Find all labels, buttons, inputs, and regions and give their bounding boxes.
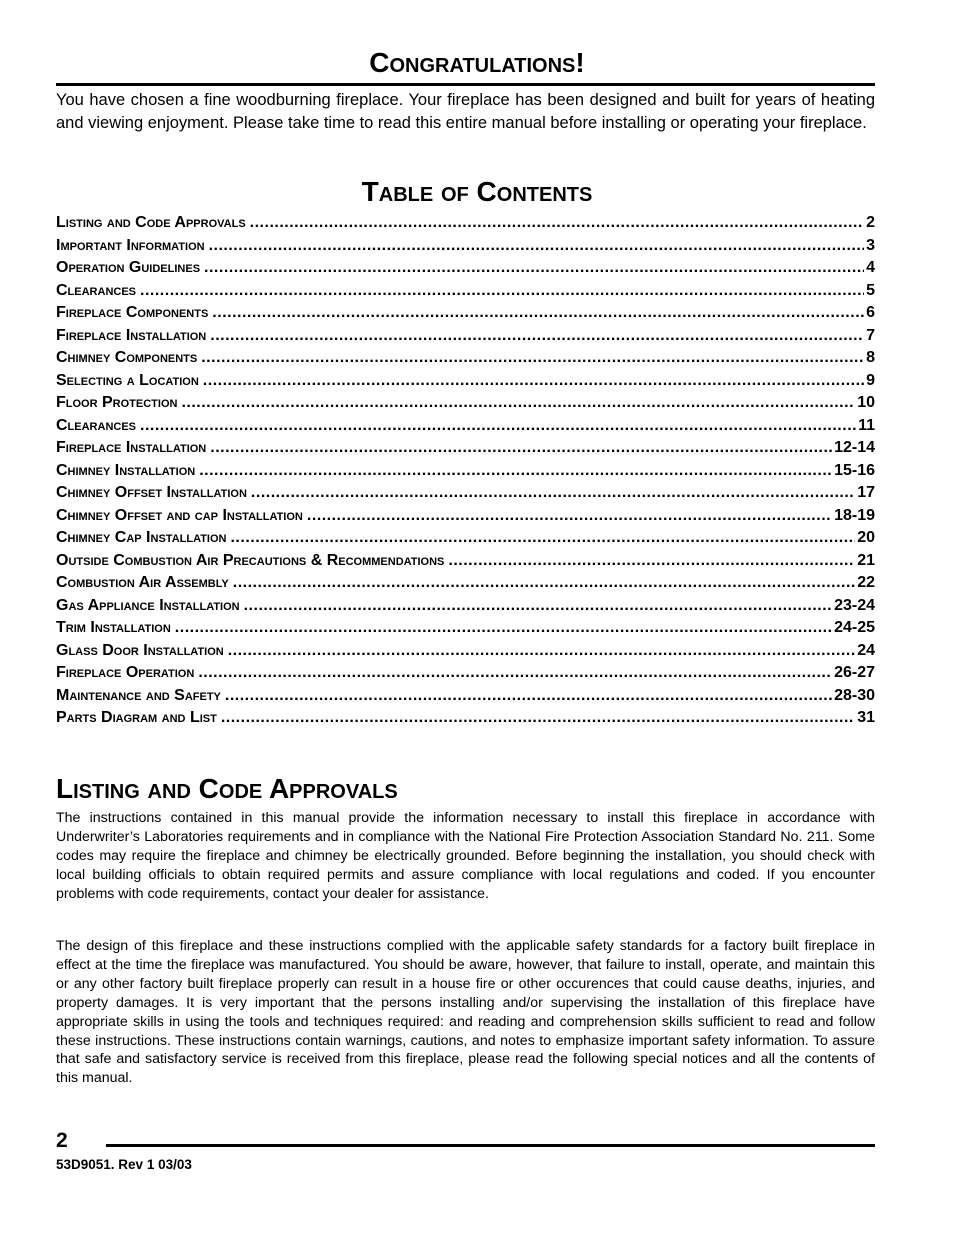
- toc-entry-label: Operation Guidelines: [56, 259, 201, 276]
- toc-entry-label: Clearances: [56, 281, 137, 299]
- toc-entry[interactable]: [56, 392, 875, 415]
- safety-paragraph: The design of this fireplace and these instructions complied with the applicable safety standards for a factory built fireplace in effect at the time the fireplace was manufactured. You should be aware, however, that failure to install, operate, and maintain this or any other factory built fireplace properly can result in a house fire or other occurences that could cause deaths, injuries, and property damages. It is very important that the persons installing and/or supervising the installation of this fireplace have appropriate skills in using the tools and techniques required: and reading and comprehension skills sufficient to read and follow these instructions. These instructions contain warnings, cautions, and notes to emphasize important safety information. To assure that safe and satisfactory service is received from this fireplace, please read the following special notices and all the contents of this manual.: [56, 938, 875, 1087]
- toc-entry-page: 24-25: [834, 619, 875, 636]
- toc-entry[interactable]: [56, 325, 875, 348]
- toc-dot-leader: [140, 415, 856, 438]
- toc-entry-label: Clearances: [56, 416, 137, 434]
- toc-entry[interactable]: [56, 280, 875, 303]
- toc-entry[interactable]: [56, 550, 875, 573]
- toc-entry-page: 23-24: [834, 596, 875, 614]
- toc-entry-label: Selecting a Location: [56, 371, 199, 389]
- toc-entry[interactable]: [56, 595, 875, 618]
- toc-entry-page: 10: [857, 394, 875, 411]
- table-of-contents: [56, 212, 875, 730]
- toc-entry-label: Listing and Code Approvals: [56, 214, 246, 231]
- toc-dot-leader: [140, 280, 864, 303]
- toc-dot-leader: [307, 505, 832, 528]
- footer-divider: [106, 1144, 875, 1147]
- toc-entry[interactable]: [56, 572, 875, 595]
- toc-entry[interactable]: [56, 235, 875, 258]
- toc-dot-leader: [210, 437, 832, 460]
- toc-dot-leader: [198, 662, 832, 685]
- toc-entry-page: 15-16: [834, 461, 875, 479]
- toc-entry-label: Floor Protection: [56, 394, 178, 411]
- toc-entry-label: Gas Appliance Installation: [56, 596, 240, 614]
- toc-entry-label: Important Information: [56, 236, 205, 254]
- toc-dot-leader: [175, 617, 832, 640]
- toc-entry-label: Fireplace Installation: [56, 439, 207, 456]
- toc-entry-page: 21: [857, 551, 875, 569]
- toc-entry-page: 11: [858, 416, 875, 434]
- toc-entry[interactable]: [56, 415, 875, 438]
- toc-entry[interactable]: [56, 460, 875, 483]
- toc-entry-page: 31: [857, 709, 875, 726]
- toc-entry[interactable]: [56, 370, 875, 393]
- toc-entry-page: 3: [866, 236, 875, 254]
- toc-entry-label: Chimney Installation: [56, 461, 196, 479]
- toc-entry[interactable]: [56, 617, 875, 640]
- document-code: 53D9051. Rev 1 03/03: [56, 1157, 192, 1172]
- toc-entry-page: 4: [866, 259, 875, 276]
- toc-entry-label: Combustion Air Assembly: [56, 574, 229, 591]
- congratulations-heading: Congratulations!: [369, 47, 585, 78]
- toc-entry-page: 22: [857, 574, 875, 591]
- toc-entry[interactable]: [56, 640, 875, 663]
- toc-dot-leader: [199, 460, 832, 483]
- toc-entry-page: 17: [857, 484, 875, 501]
- toc-entry-page: 5: [866, 281, 875, 299]
- toc-entry-page: 7: [866, 326, 875, 344]
- listing-and-code-approvals-heading: Listing and Code Approvals: [56, 773, 398, 804]
- toc-entry-label: Chimney Offset and cap Installation: [56, 506, 303, 524]
- toc-dot-leader: [210, 325, 864, 348]
- toc-entry-label: Fireplace Operation: [56, 664, 195, 681]
- toc-entry[interactable]: [56, 662, 875, 685]
- toc-dot-leader: [201, 347, 864, 370]
- toc-entry-label: Parts Diagram and List: [56, 709, 217, 726]
- toc-entry[interactable]: [56, 302, 875, 325]
- toc-dot-leader: [250, 212, 864, 235]
- toc-dot-leader: [244, 595, 832, 618]
- toc-dot-leader: [228, 640, 856, 663]
- toc-dot-leader: [212, 302, 864, 325]
- toc-entry-page: 18-19: [834, 506, 875, 524]
- toc-dot-leader: [225, 685, 832, 708]
- toc-entry-label: Chimney Cap Installation: [56, 529, 227, 546]
- toc-entry-page: 8: [866, 349, 875, 366]
- toc-entry[interactable]: [56, 482, 875, 505]
- toc-entry-page: 9: [866, 371, 875, 389]
- toc-entry-label: Maintenance and Safety: [56, 686, 221, 704]
- toc-entry[interactable]: [56, 212, 875, 235]
- toc-entry-page: 12-14: [834, 439, 875, 456]
- toc-entry[interactable]: [56, 347, 875, 370]
- toc-entry-label: Glass Door Installation: [56, 641, 224, 659]
- toc-entry-page: 20: [857, 529, 875, 546]
- toc-entry[interactable]: [56, 527, 875, 550]
- toc-entry-page: 28-30: [834, 686, 875, 704]
- toc-dot-leader: [204, 257, 864, 280]
- toc-entry-label: Fireplace Installation: [56, 326, 207, 344]
- toc-dot-leader: [251, 482, 855, 505]
- toc-entry-page: 2: [866, 214, 875, 231]
- toc-dot-leader: [221, 707, 855, 730]
- toc-dot-leader: [209, 235, 865, 258]
- toc-entry[interactable]: [56, 505, 875, 528]
- listing-paragraph: The instructions contained in this manual provide the information necessary to install this fireplace in accordance with Underwriter’s Laboratories requirements and in compliance with the National Fire Protection Association Standard No. 211. Some codes may require the fireplace and chimney be electrically grounded. Before beginning the installation, you should check with local building officials to obtain required permits and assure compliance with local regulations and coded. If you encounter problems with code requirements, contact your dealer for assistance.: [56, 810, 875, 902]
- toc-dot-leader: [181, 392, 855, 415]
- toc-entry[interactable]: [56, 257, 875, 280]
- intro-paragraph: You have chosen a fine woodburning fireplace. Your fireplace has been designed and built for years of heating and viewing enjoyment. Please take time to read this entire manual before installing or operating your fireplace.: [56, 91, 875, 132]
- toc-dot-leader: [230, 527, 855, 550]
- toc-entry-page: 24: [857, 641, 875, 659]
- toc-entry-label: Trim Installation: [56, 619, 171, 636]
- toc-entry-label: Outside Combustion Air Precautions & Recommendations: [56, 551, 445, 569]
- toc-entry-page: 6: [866, 304, 875, 321]
- toc-entry[interactable]: [56, 685, 875, 708]
- toc-dot-leader: [233, 572, 855, 595]
- heading-divider: [56, 83, 875, 86]
- table-of-contents-heading: Table of Contents: [361, 176, 593, 207]
- toc-entry-label: Chimney Components: [56, 349, 198, 366]
- toc-dot-leader: [203, 370, 864, 393]
- toc-entry-label: Chimney Offset Installation: [56, 484, 247, 501]
- toc-entry[interactable]: [56, 437, 875, 460]
- page-number: 2: [56, 1129, 68, 1152]
- toc-entry[interactable]: [56, 707, 875, 730]
- toc-dot-leader: [448, 550, 855, 573]
- toc-entry-label: Fireplace Components: [56, 304, 209, 321]
- toc-entry-page: 26-27: [834, 664, 875, 681]
